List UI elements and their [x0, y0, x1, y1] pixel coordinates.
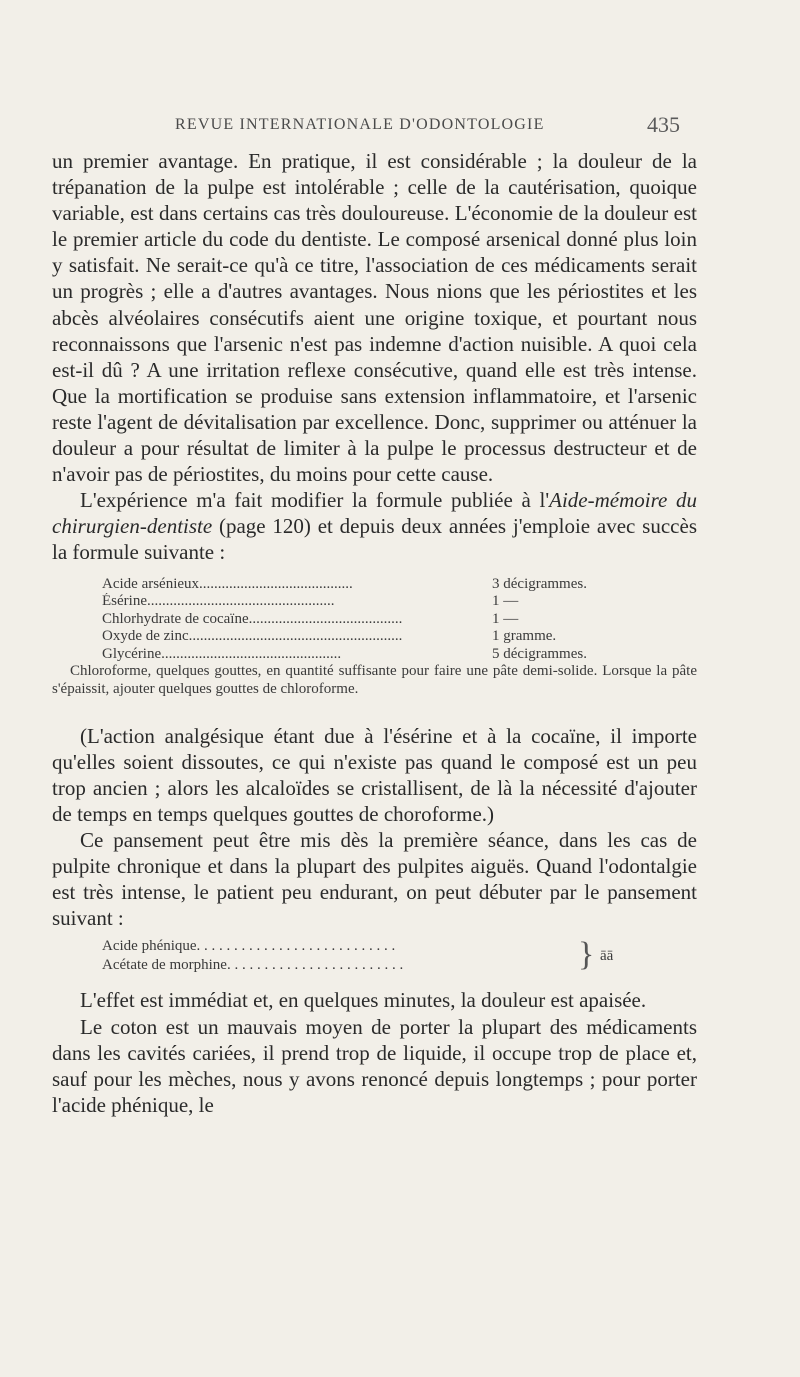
body-text	[52, 148, 697, 1118]
paragraph-5: L'effet est immédiat et, en quelques minutes, la douleur est apaisée.	[80, 988, 647, 1013]
formula-row	[102, 646, 662, 664]
page-number: 435	[647, 112, 680, 137]
ingredient-quantity: 3 décigrammes.	[492, 575, 587, 592]
ingredient-quantity: 1 —	[492, 593, 519, 610]
formula-item: Acétate de morphine. . . . . . . . . . . . . . . . . . . . . . . .	[102, 957, 404, 974]
ingredient-name: Acide arsénieux.........................................	[102, 575, 353, 592]
page-header	[175, 112, 680, 142]
paragraph-1: un premier avantage. En pratique, il est considérable ; la douleur de la trépanation de la pulpe est intolérable ; celle de la cautérisation, quoique variable, est dans certains cas très douloureuse. L'économie de la douleur est le premier article du code du dentiste. Le composé arsenical donné plus loin y satisfait. Ne serait-ce qu'à ce titre, l'association de ces médicaments serait un progrès ; elle a d'autres avantages. Nous nions que les périostites et les abcès alvéolaires consécutifs aient une origine toxique, et pourtant nous reconnaissons que l'arsenic n'est pas indemne d'action nuisible. A quoi cela est-il dû ? A une irritation reflexe consécutive, quand elle est très intense. Que la mortification se produise sans extension inflammatoire, et l'arsenic reste l'agent de dévitalisation par excellence. Donc, supprimer ou atténuer la douleur a pour résultat de limiter à la pulpe le processus destructeur et de n'avoir pas de périostites, du moins pour cette cause.	[52, 149, 697, 487]
formula-row	[102, 628, 662, 646]
paragraph-2	[52, 487, 697, 565]
spacer	[52, 699, 697, 723]
paragraph-3: (L'action analgésique étant due à l'ésérine et à la cocaïne, il importe qu'elles soient dissoutes, ce qui n'existe pas quand le composé est un peu trop ancien ; alors les alcaloïdes se cristallisent, de là la nécessité d'ajouter de temps en temps quelques gouttes de choroforme.)	[52, 723, 697, 826]
paragraph-2-end: (page 120) et depuis deux années j'emploie avec succès la formule suivante :	[52, 514, 697, 565]
ingredient-name: Ésérine..................................................	[102, 593, 335, 610]
brace-symbol: }	[578, 936, 595, 974]
equal-parts-quantity: āā	[600, 948, 614, 965]
formula-row	[102, 611, 662, 629]
ingredient-name: Glycérine................................................	[102, 645, 342, 662]
running-title: REVUE INTERNATIONALE D'ODONTOLOGIE	[175, 116, 545, 133]
second-formula	[102, 937, 697, 977]
ingredient-quantity: 1 —	[492, 610, 519, 627]
paragraph-2-start: L'expérience m'a fait modifier la formule publiée à l'	[80, 488, 550, 513]
paragraph-6: Le coton est un mauvais moyen de porter la plupart des médicaments dans les cavités cariées, il prend trop de liquide, il occupe trop de place et, sauf pour les mèches, nous y avons renoncé depuis longtemps ; pour porter l'acide phénique, le	[52, 1014, 697, 1117]
formula-table	[52, 576, 697, 664]
ingredient-quantity: 1 gramme.	[492, 628, 557, 645]
ingredient-name: Chlorhydrate de cocaïne.........................................	[102, 610, 403, 627]
ingredient-quantity: 5 décigrammes.	[492, 645, 587, 662]
formula-row	[102, 576, 662, 594]
ingredient-name: Oxyde de zinc.........................................................	[102, 628, 403, 645]
book-title: Aide-mémoire du chirurgien-dentiste	[52, 488, 698, 539]
formula-row	[102, 593, 662, 611]
paragraph-4: Ce pansement peut être mis dès la première séance, dans les cas de pulpite chronique et dans la plupart des pulpites aiguës. Quand l'odontalgie est très intense, le patient peu endurant, on peut débuter par le pansement suivant :	[52, 828, 697, 931]
formula-note: Chloroforme, quelques gouttes, en quantité suffisante pour faire une pâte demi-solide. Lorsque la pâte s'épaissit, ajouter quelques gouttes de chloroforme.	[52, 663, 697, 698]
formula-item: Acide phénique. . . . . . . . . . . . . . . . . . . . . . . . . . .	[102, 938, 396, 955]
